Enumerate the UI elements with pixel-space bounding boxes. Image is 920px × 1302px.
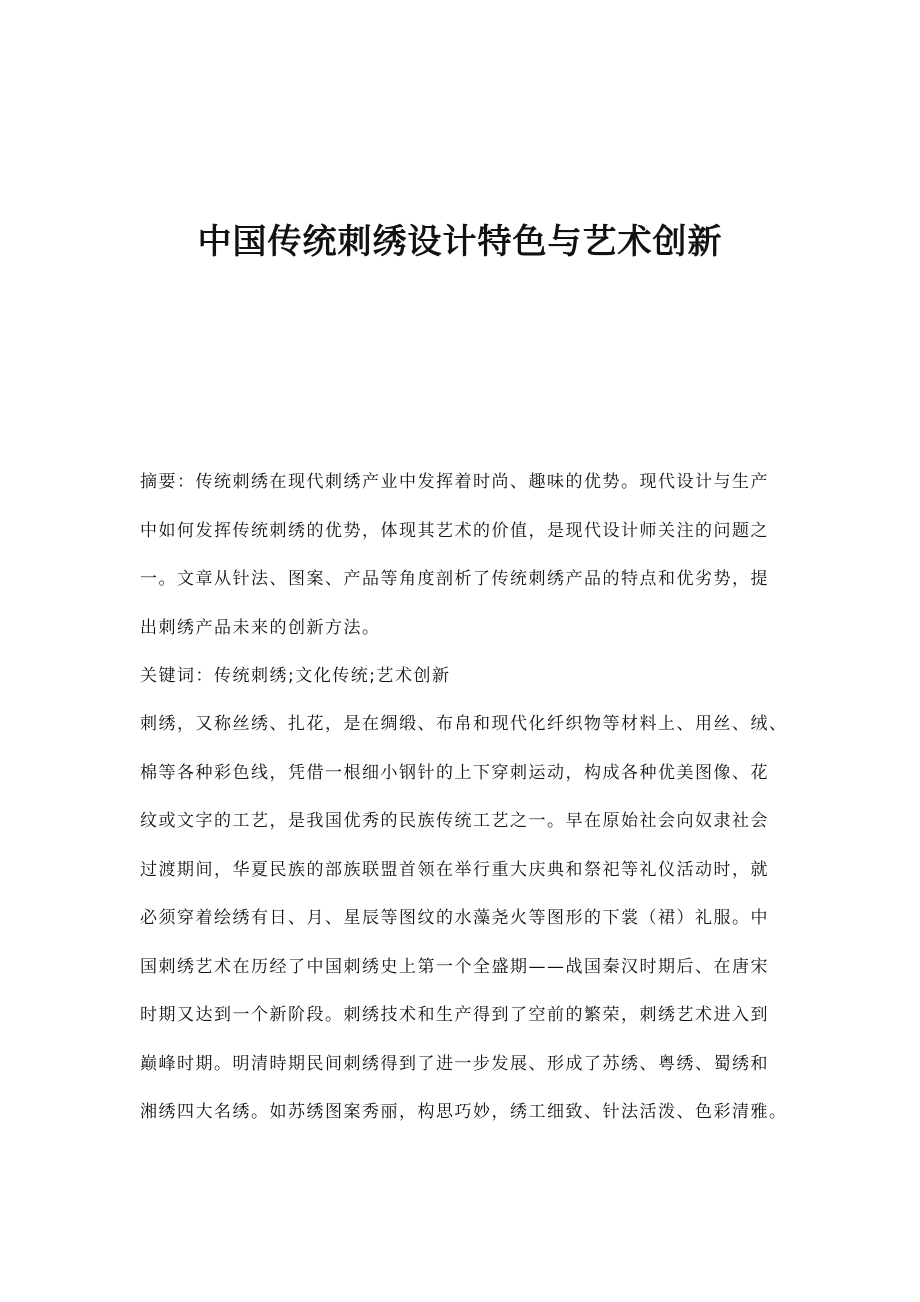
paragraph-line: 湘绣四大名绣。如苏绣图案秀丽，构思巧妙，绣工细致、针法活泼、色彩清雅。	[140, 1102, 788, 1122]
paragraph-line: 过渡期间，华夏民族的部族联盟首领在举行重大庆典和祭祀等礼仪活动时，就	[140, 859, 769, 880]
abstract-line: 一。文章从针法、图案、产品等角度剖析了传统刺绣产品的特点和优劣势，提	[140, 569, 769, 589]
keywords	[140, 652, 780, 701]
body-paragraph	[140, 700, 788, 1137]
page-title: 中国传统刺绣设计特色与艺术创新	[197, 222, 723, 262]
abstract-line: 中如何发挥传统刺绣的优势，体现其艺术的价值，是现代设计师关注的问题之	[140, 520, 769, 541]
paragraph-line: 时期又达到一个新阶段。刺绣技术和生产得到了空前的繁荣，刺绣艺术进入到	[140, 1005, 769, 1025]
paragraph-line: 刺绣，又称丝绣、扎花，是在绸缎、布帛和现代化纤织物等材料上、用丝、绒、	[140, 714, 788, 734]
paragraph-line: 巅峰时期。明清時期民间刺绣得到了进一步发展、形成了苏绣、粤绣、蜀绣和	[140, 1053, 769, 1074]
paragraph-line: 纹或文字的工艺，是我国优秀的民族传统工艺之一。早在原始社会向奴隶社会	[140, 811, 769, 831]
abstract-line: 出刺绣产品未来的创新方法。	[140, 617, 381, 638]
keywords-line: 关键词：传统刺绣;文化传统;艺术创新	[140, 666, 451, 686]
abstract	[140, 458, 780, 652]
paragraph-line: 国刺绣艺术在历经了中国刺绣史上第一个全盛期——战国秦汉时期后、在唐宋	[140, 956, 769, 977]
abstract-line: 摘要：传统刺绣在现代刺绣产业中发挥着时尚、趣味的优势。现代设计与生产	[140, 472, 769, 492]
paragraph-line: 必须穿着绘绣有日、月、星辰等图纹的水藻尧火等图形的下裳（裙）礼服。中	[140, 908, 769, 928]
paragraph-line: 棉等各种彩色线，凭借一根细小钢针的上下穿刺运动，构成各种优美图像、花	[140, 762, 769, 783]
